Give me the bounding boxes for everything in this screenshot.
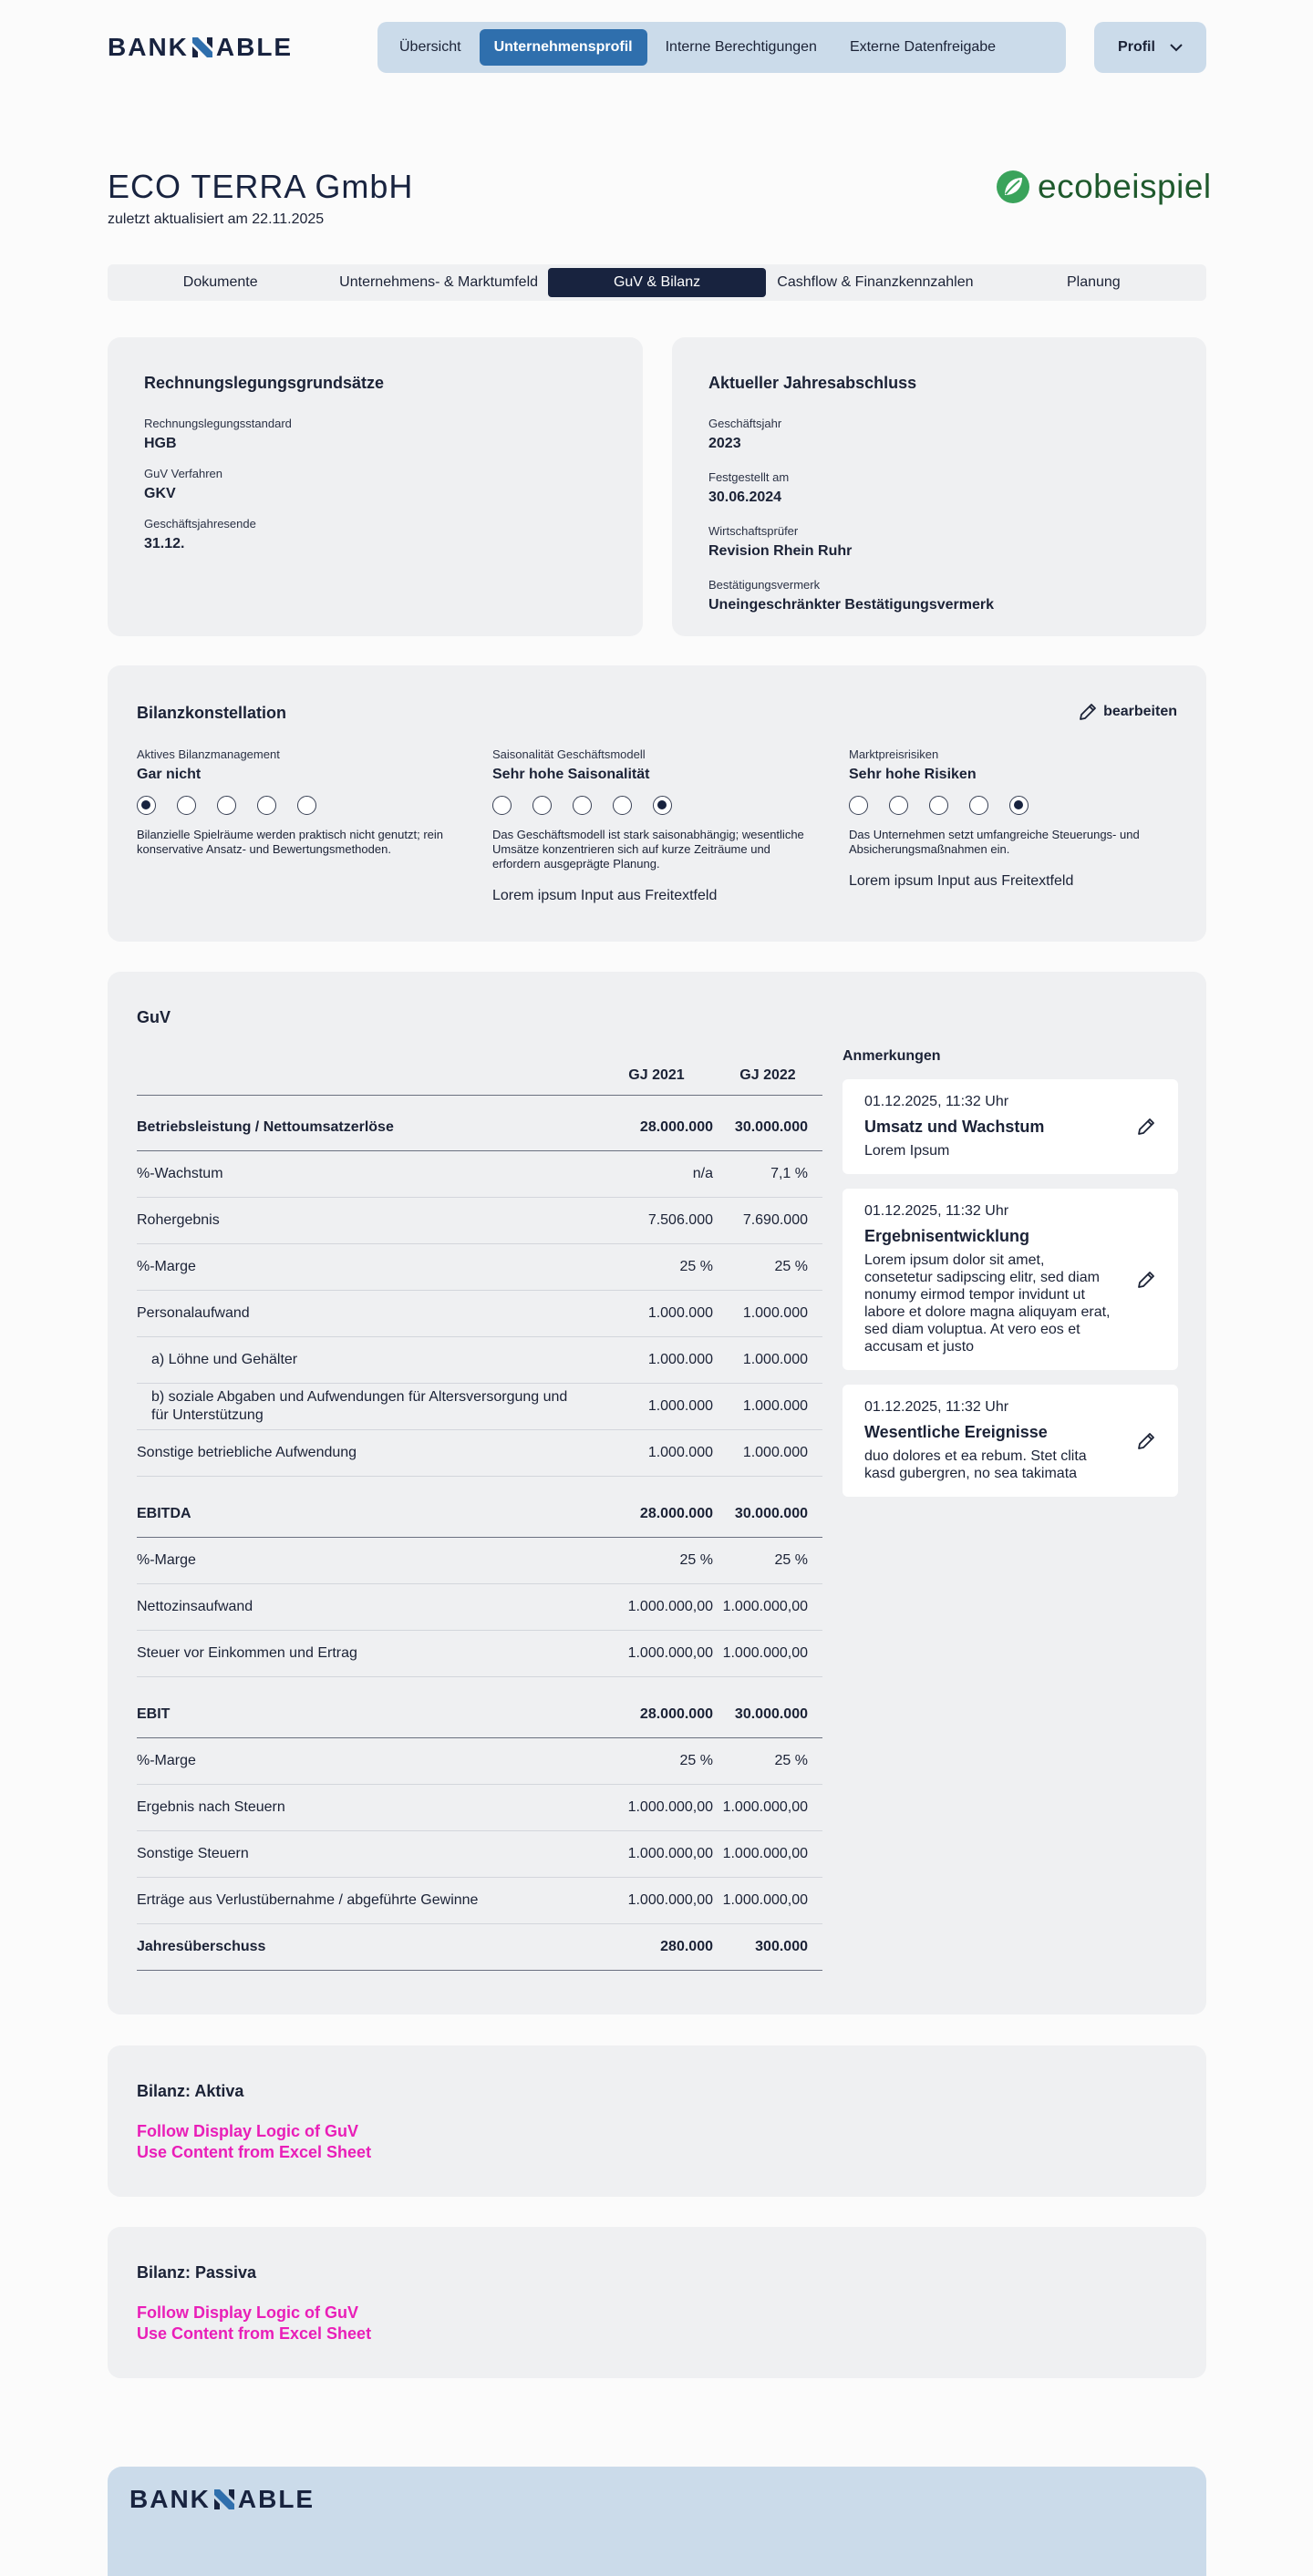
radio-option[interactable] bbox=[177, 796, 196, 815]
field-value: Sehr hohe Saisonalität bbox=[492, 767, 650, 782]
row-label: Erträge aus Verlustübernahme / abgeführte Gewinne bbox=[137, 1892, 479, 1908]
row-label: %-Wachstum bbox=[137, 1166, 223, 1181]
card-title: Aktueller Jahresabschluss bbox=[708, 374, 917, 392]
nav-item-unternehmensprofil[interactable]: Unternehmensprofil bbox=[480, 29, 647, 66]
field-description: Bilanzielle Spielräume werden praktisch nicht genutzt; rein konservative Ansatz- und Bewertungsmethoden. bbox=[137, 828, 444, 856]
tab-guv-bilanz[interactable]: GuV & Bilanz bbox=[548, 268, 766, 297]
field-bestaetigungsvermerk bbox=[708, 578, 1170, 613]
edit-button[interactable] bbox=[1078, 702, 1177, 722]
radio-option[interactable] bbox=[889, 796, 908, 815]
value-gj-2021: 1.000.000,00 bbox=[627, 1846, 713, 1861]
table-row bbox=[137, 1631, 822, 1677]
field-label: Wirtschaftsprüfer bbox=[708, 524, 799, 538]
row-label: Steuer vor Einkommen und Ertrag bbox=[137, 1645, 357, 1661]
field-value: 30.06.2024 bbox=[708, 489, 782, 505]
radio-option[interactable] bbox=[613, 796, 632, 815]
value-gj-2021: 25 % bbox=[679, 1259, 713, 1274]
field-value: Uneingeschränkter Bestätigungsvermerk bbox=[708, 597, 994, 613]
field-value: 31.12. bbox=[144, 536, 185, 551]
value-gj-2022: 1.000.000 bbox=[742, 1352, 808, 1367]
field-label: Geschäftsjahr bbox=[708, 417, 782, 430]
tab-cashflow-finanzkennzahlen[interactable]: Cashflow & Finanzkennzahlen bbox=[777, 274, 974, 290]
placeholder-note: Use Content from Excel Sheet bbox=[137, 2324, 372, 2343]
radio-option[interactable] bbox=[653, 796, 672, 815]
field-label: Saisonalität Geschäftsmodell bbox=[492, 747, 646, 761]
field-label: GuV Verfahren bbox=[144, 467, 222, 480]
table-body bbox=[137, 1105, 822, 1971]
rating-radio-group bbox=[492, 796, 821, 815]
card-title: Bilanzkonstellation bbox=[137, 704, 287, 722]
table-row bbox=[137, 1584, 822, 1631]
card-rechnungslegungsgrundsaetze bbox=[108, 337, 643, 636]
value-gj-2021: 1.000.000,00 bbox=[627, 1645, 713, 1661]
table-row bbox=[137, 1692, 822, 1738]
value-gj-2022: 30.000.000 bbox=[734, 1706, 808, 1722]
card-guv bbox=[108, 972, 1206, 2014]
card-title: GuV bbox=[137, 1008, 171, 1026]
value-gj-2021: 28.000.000 bbox=[639, 1506, 713, 1521]
table-row bbox=[137, 1291, 822, 1337]
value-gj-2022: 1.000.000,00 bbox=[722, 1645, 808, 1661]
field-guv-verfahren bbox=[144, 467, 606, 502]
row-label: EBIT bbox=[137, 1706, 171, 1722]
value-gj-2022: 25 % bbox=[774, 1753, 808, 1768]
pencil-icon[interactable] bbox=[1136, 1270, 1156, 1290]
notes-title: Anmerkungen bbox=[843, 1048, 941, 1064]
note-title: Wesentliche Ereignisse bbox=[864, 1423, 1048, 1441]
profile-menu-button[interactable] bbox=[1094, 22, 1206, 73]
table-row bbox=[137, 1151, 822, 1198]
radio-option[interactable] bbox=[257, 796, 276, 815]
chevron-down-icon bbox=[1170, 44, 1183, 52]
field-value: Gar nicht bbox=[137, 767, 202, 782]
table-row bbox=[137, 1738, 822, 1785]
field-label: Rechnungslegungsstandard bbox=[144, 417, 292, 430]
table-row bbox=[137, 1538, 822, 1584]
notes-list bbox=[843, 1079, 1178, 1497]
field-value: Sehr hohe Risiken bbox=[849, 767, 977, 782]
row-label: Ergebnis nach Steuern bbox=[137, 1799, 285, 1815]
pencil-icon[interactable] bbox=[1136, 1431, 1156, 1451]
row-label: Sonstige Steuern bbox=[137, 1846, 249, 1861]
field-description: Das Geschäftsmodell ist stark saisonabhängig; wesentliche Umsätze konzentrieren sich auf kurze Zeiträume und erfordern ausgeprägte Planung. bbox=[492, 828, 804, 871]
rating-radio-group bbox=[849, 796, 1177, 815]
radio-option[interactable] bbox=[969, 796, 988, 815]
company-name: ECO TERRA GmbH bbox=[108, 168, 414, 205]
value-gj-2022: 1.000.000 bbox=[742, 1398, 808, 1414]
radio-option[interactable] bbox=[849, 796, 868, 815]
row-label: EBITDA bbox=[137, 1506, 191, 1521]
logo-n-icon bbox=[214, 2489, 234, 2509]
card-bilanz-passiva bbox=[108, 2227, 1206, 2378]
field-label: Geschäftsjahresende bbox=[144, 517, 256, 531]
row-label: Personalaufwand bbox=[137, 1305, 250, 1321]
radio-option[interactable] bbox=[217, 796, 236, 815]
leaf-icon bbox=[996, 170, 1030, 204]
value-gj-2022: 25 % bbox=[774, 1552, 808, 1568]
card-title: Bilanz: Passiva bbox=[137, 2263, 257, 2282]
anmerkungen bbox=[843, 1048, 1178, 1511]
value-gj-2022: 7,1 % bbox=[770, 1166, 808, 1181]
header-gj-2021: GJ 2021 bbox=[628, 1066, 685, 1083]
table-row bbox=[137, 1924, 822, 1971]
table-row bbox=[137, 1105, 822, 1151]
note-timestamp: 01.12.2025, 11:32 Uhr bbox=[864, 1203, 1009, 1219]
field-value: Revision Rhein Ruhr bbox=[708, 543, 853, 559]
tab-dokumente[interactable]: Dokumente bbox=[182, 274, 258, 290]
value-gj-2021: n/a bbox=[692, 1166, 713, 1181]
table-row bbox=[137, 1337, 822, 1384]
radio-option[interactable] bbox=[532, 796, 552, 815]
value-gj-2022: 1.000.000,00 bbox=[722, 1892, 808, 1908]
partner-logo bbox=[996, 168, 1212, 206]
note-body: duo dolores et ea rebum. Stet clita kasd gubergren, no sea takimata bbox=[864, 1448, 1087, 1481]
bankable-logo[interactable] bbox=[108, 33, 293, 62]
field-value: 2023 bbox=[708, 436, 741, 451]
table-row bbox=[137, 1785, 822, 1831]
note-title: Umsatz und Wachstum bbox=[864, 1118, 1045, 1136]
table-row bbox=[137, 1831, 822, 1878]
field-festgestellt bbox=[708, 470, 1170, 506]
nav-item-externe-datenfreigabe[interactable]: Externe Datenfreigabe bbox=[849, 39, 997, 55]
card-jahresabschluss bbox=[672, 337, 1206, 636]
row-label: Jahresüberschuss bbox=[137, 1939, 266, 1954]
note-timestamp: 01.12.2025, 11:32 Uhr bbox=[864, 1094, 1009, 1109]
field-geschaeftsjahresende bbox=[144, 517, 606, 552]
value-gj-2022: 30.000.000 bbox=[734, 1119, 808, 1135]
field-standard bbox=[144, 417, 606, 452]
note-body: Lorem ipsum dolor sit amet, consetetur sadipscing elitr, sed diam nonumy eirmod tempor invidunt ut labore et dolore magna aliquyam erat, sed diam voluptua. At vero eos et accusam et justo bbox=[864, 1252, 1111, 1355]
row-label: %-Marge bbox=[137, 1753, 196, 1768]
logo-wordmark-right: ABLE bbox=[215, 33, 294, 61]
nav-item-uebersicht[interactable]: Übersicht bbox=[399, 39, 461, 55]
konstellation-saisonalitaet bbox=[492, 747, 821, 904]
edit-label: bearbeiten bbox=[1103, 704, 1177, 719]
row-label: Sonstige betriebliche Aufwendung bbox=[137, 1445, 357, 1460]
table-header bbox=[137, 1056, 822, 1096]
row-label: Betriebsleistung / Nettoumsatzerlöse bbox=[137, 1119, 394, 1135]
top-navigation bbox=[377, 22, 1066, 73]
row-label: Rohergebnis bbox=[137, 1212, 220, 1228]
logo-wordmark-right: ABLE bbox=[237, 2485, 315, 2513]
radio-option[interactable] bbox=[1009, 796, 1029, 815]
table-row bbox=[137, 1198, 822, 1244]
tab-planung[interactable]: Planung bbox=[1066, 274, 1121, 290]
freitext: Lorem ipsum Input aus Freitextfeld bbox=[492, 888, 718, 903]
profile-label: Profil bbox=[1118, 39, 1155, 55]
value-gj-2021: 7.506.000 bbox=[647, 1212, 713, 1228]
row-label: %-Marge bbox=[137, 1552, 196, 1568]
value-gj-2022: 1.000.000 bbox=[742, 1305, 808, 1321]
value-gj-2021: 1.000.000 bbox=[647, 1445, 713, 1460]
value-gj-2021: 25 % bbox=[679, 1552, 713, 1568]
note-card bbox=[843, 1385, 1178, 1497]
row-label: b) soziale Abgaben und Aufwendungen für Altersversorgung und für Unterstützung bbox=[151, 1389, 568, 1423]
radio-option[interactable] bbox=[573, 796, 592, 815]
field-value: HGB bbox=[144, 436, 177, 451]
note-body: Lorem Ipsum bbox=[864, 1143, 950, 1159]
placeholder-note: Follow Display Logic of GuV bbox=[137, 2303, 359, 2322]
value-gj-2021: 1.000.000,00 bbox=[627, 1599, 713, 1614]
value-gj-2021: 28.000.000 bbox=[639, 1706, 713, 1722]
partner-logo-text: ecobeispiel bbox=[1038, 168, 1212, 205]
konstellation-marktpreisrisiken bbox=[849, 747, 1177, 890]
table-row bbox=[137, 1384, 822, 1430]
field-label: Festgestellt am bbox=[708, 470, 790, 484]
value-gj-2022: 7.690.000 bbox=[742, 1212, 808, 1228]
radio-option[interactable] bbox=[929, 796, 948, 815]
row-label: Nettozinsaufwand bbox=[137, 1599, 253, 1614]
footer bbox=[108, 2467, 1206, 2576]
guv-table bbox=[137, 1056, 822, 1971]
table-row bbox=[137, 1878, 822, 1924]
card-bilanzkonstellation bbox=[108, 665, 1206, 942]
value-gj-2022: 1.000.000 bbox=[742, 1445, 808, 1460]
field-label: Bestätigungsvermerk bbox=[708, 578, 821, 592]
note-card bbox=[843, 1079, 1178, 1174]
field-wirtschaftspruefer bbox=[708, 524, 1170, 560]
logo-wordmark-left: BANK bbox=[129, 2485, 211, 2513]
field-value: GKV bbox=[144, 486, 176, 501]
value-gj-2021: 1.000.000 bbox=[647, 1305, 713, 1321]
logo-wordmark-left: BANK bbox=[108, 33, 189, 61]
field-label: Marktpreisrisiken bbox=[849, 747, 939, 761]
value-gj-2022: 1.000.000,00 bbox=[722, 1799, 808, 1815]
note-timestamp: 01.12.2025, 11:32 Uhr bbox=[864, 1399, 1009, 1415]
value-gj-2021: 25 % bbox=[679, 1753, 713, 1768]
section-tabs bbox=[108, 264, 1206, 301]
radio-option[interactable] bbox=[297, 796, 316, 815]
last-updated: zuletzt aktualisiert am 22.11.2025 bbox=[108, 211, 325, 227]
placeholder-note: Follow Display Logic of GuV bbox=[137, 2122, 359, 2140]
konstellation-bilanzmanagement bbox=[137, 747, 465, 857]
value-gj-2021: 280.000 bbox=[660, 1939, 713, 1954]
table-row bbox=[137, 1244, 822, 1291]
value-gj-2022: 30.000.000 bbox=[734, 1506, 808, 1521]
value-gj-2021: 1.000.000,00 bbox=[627, 1799, 713, 1815]
value-gj-2022: 1.000.000,00 bbox=[722, 1846, 808, 1861]
note-title: Ergebnisentwicklung bbox=[864, 1227, 1030, 1245]
table-row bbox=[137, 1491, 822, 1538]
value-gj-2021: 1.000.000,00 bbox=[627, 1892, 713, 1908]
radio-option[interactable] bbox=[137, 796, 156, 815]
card-title: Rechnungslegungsgrundsätze bbox=[144, 374, 385, 392]
logo-n-icon bbox=[192, 37, 212, 57]
value-gj-2021: 28.000.000 bbox=[639, 1119, 713, 1135]
tab-unternehmens-marktumfeld[interactable]: Unternehmens- & Marktumfeld bbox=[339, 274, 539, 290]
nav-item-interne-berechtigungen[interactable]: Interne Berechtigungen bbox=[665, 39, 817, 55]
placeholder-note: Use Content from Excel Sheet bbox=[137, 2143, 372, 2161]
value-gj-2021: 1.000.000 bbox=[647, 1398, 713, 1414]
value-gj-2022: 25 % bbox=[774, 1259, 808, 1274]
field-geschaeftsjahr bbox=[708, 417, 1170, 452]
pencil-icon bbox=[1078, 702, 1098, 722]
field-description: Das Unternehmen setzt umfangreiche Steuerungs- und Absicherungsmaßnahmen ein. bbox=[849, 828, 1140, 856]
header-gj-2022: GJ 2022 bbox=[739, 1066, 796, 1083]
value-gj-2022: 300.000 bbox=[755, 1939, 808, 1954]
field-label: Aktives Bilanzmanagement bbox=[137, 747, 280, 761]
row-label: a) Löhne und Gehälter bbox=[151, 1352, 298, 1367]
card-title: Bilanz: Aktiva bbox=[137, 2082, 244, 2100]
footer-logo[interactable] bbox=[129, 2485, 315, 2514]
radio-option[interactable] bbox=[492, 796, 512, 815]
note-card bbox=[843, 1189, 1178, 1370]
freitext: Lorem ipsum Input aus Freitextfeld bbox=[849, 873, 1074, 889]
value-gj-2022: 1.000.000,00 bbox=[722, 1599, 808, 1614]
table-row bbox=[137, 1430, 822, 1477]
pencil-icon[interactable] bbox=[1136, 1117, 1156, 1137]
rating-radio-group bbox=[137, 796, 465, 815]
value-gj-2021: 1.000.000 bbox=[647, 1352, 713, 1367]
row-label: %-Marge bbox=[137, 1259, 196, 1274]
card-bilanz-aktiva bbox=[108, 2045, 1206, 2197]
